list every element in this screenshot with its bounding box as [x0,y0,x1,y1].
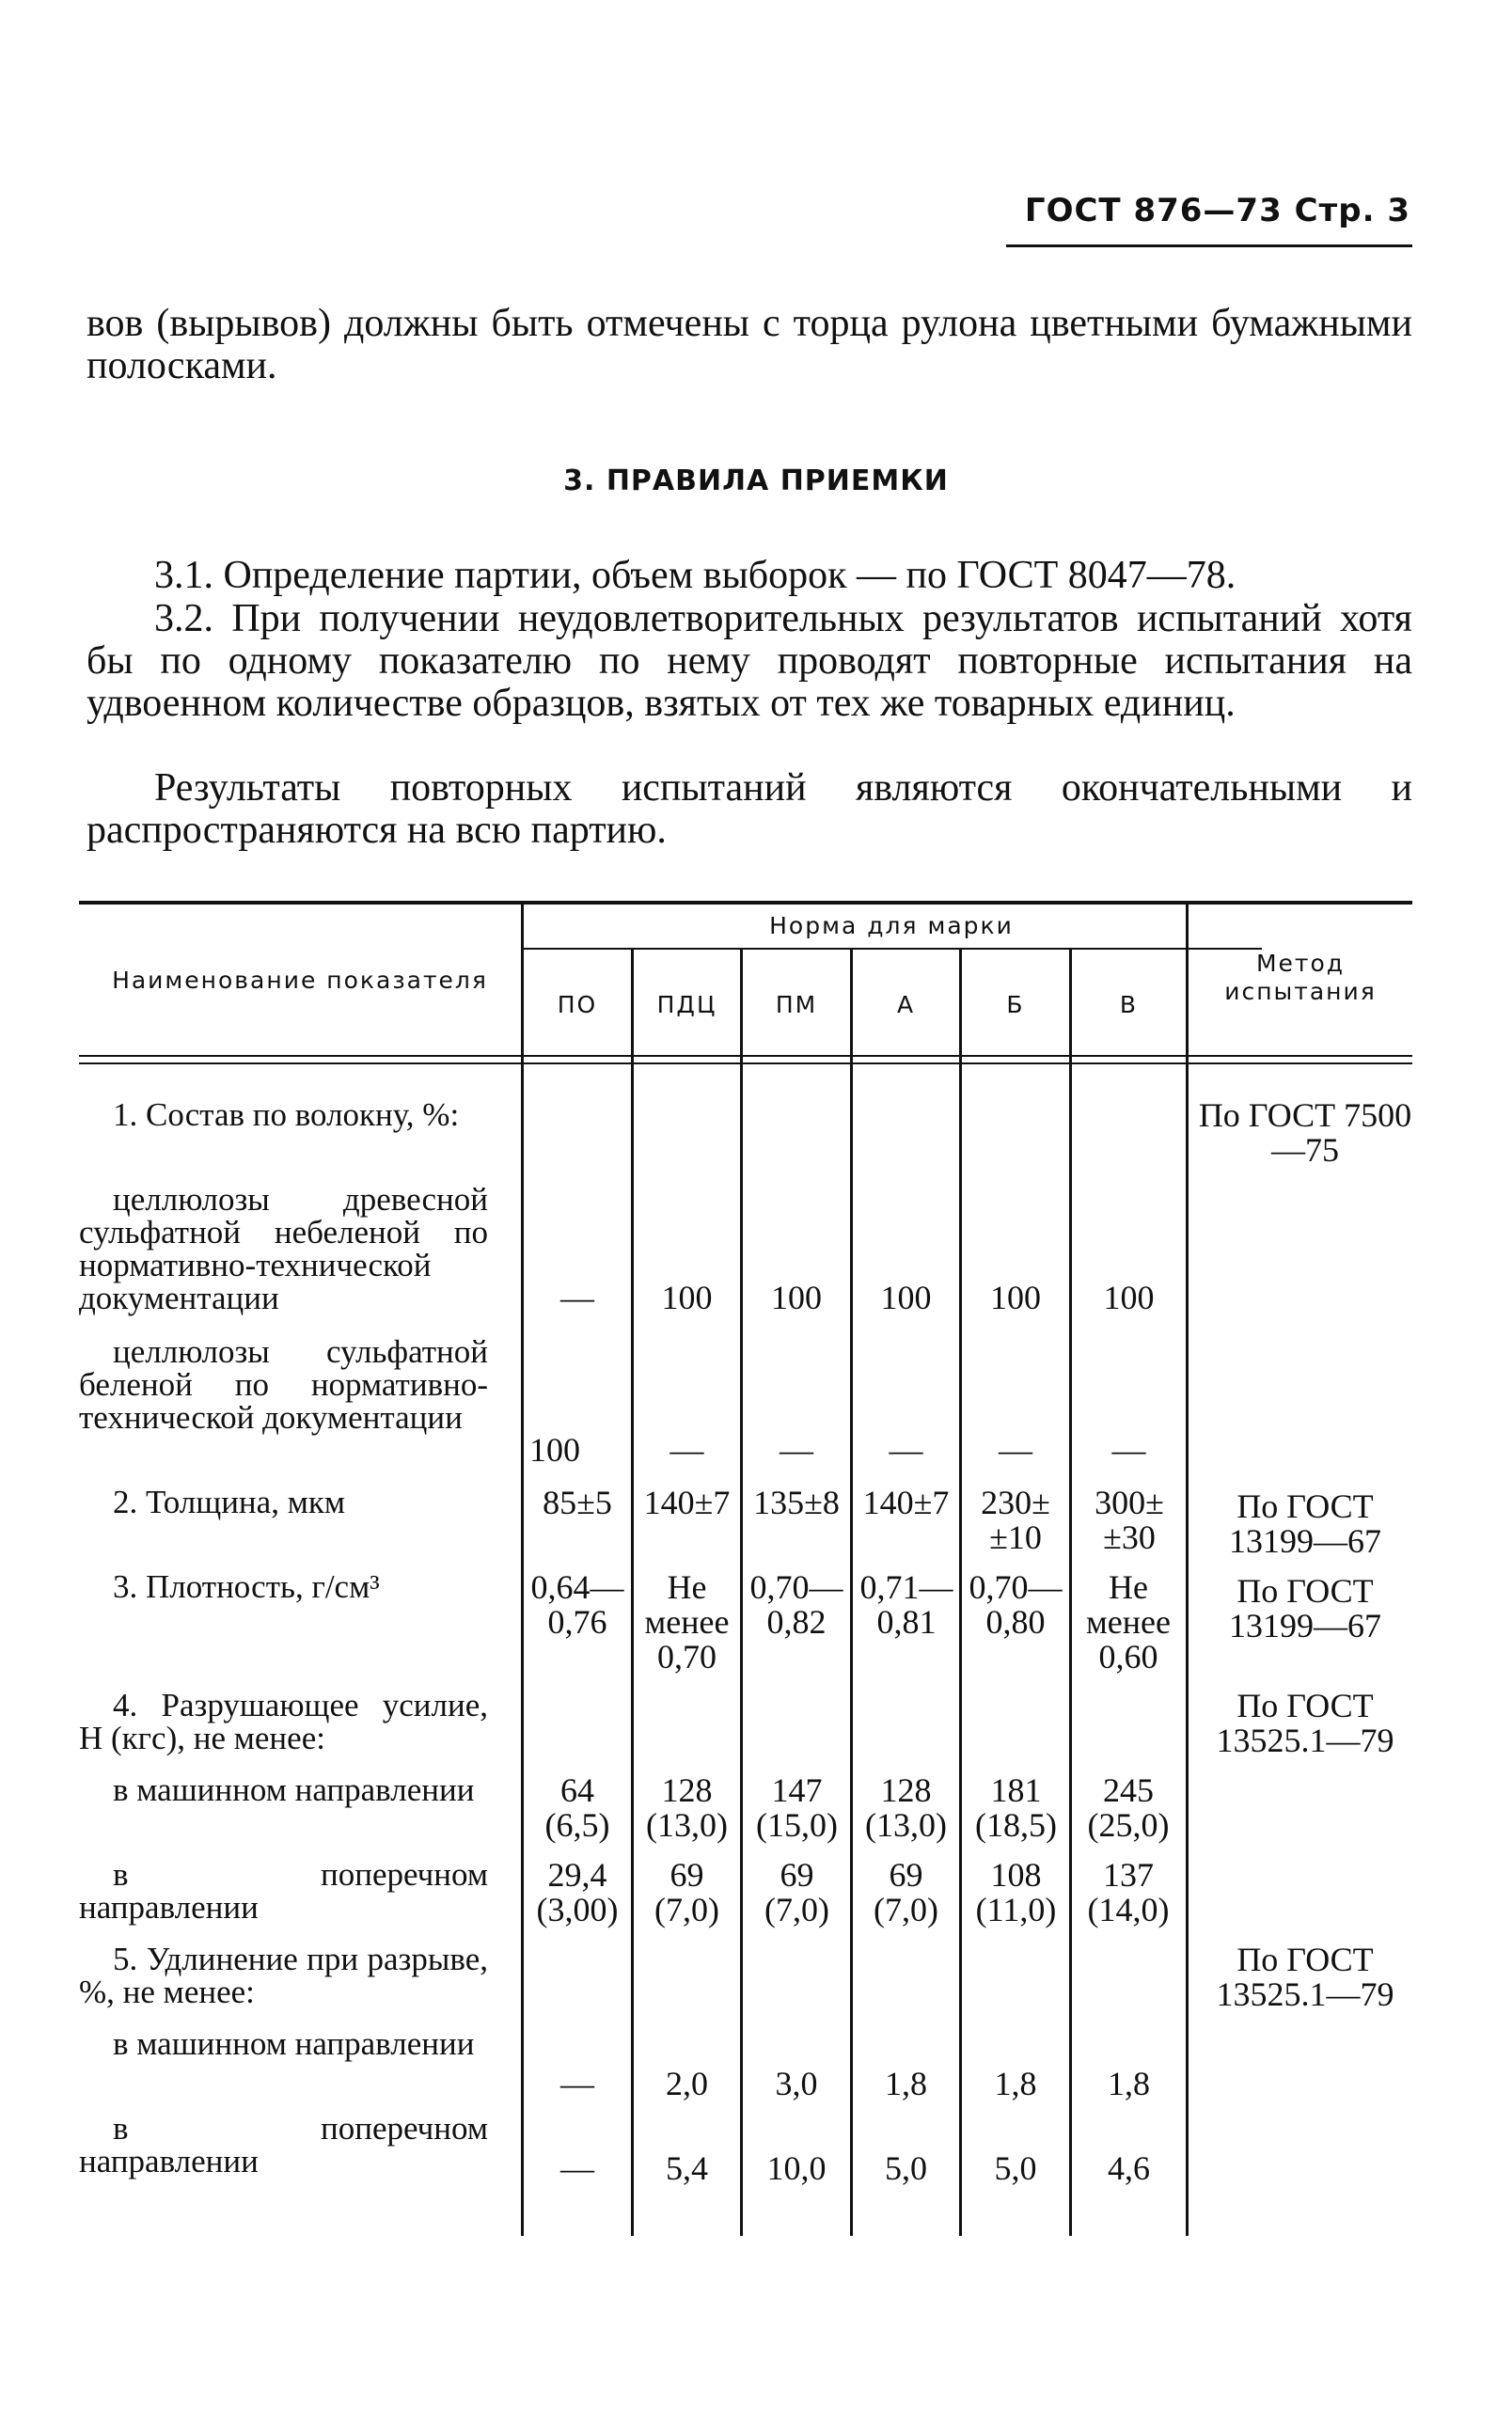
row-value: 69 (7,0) [874,1856,938,1928]
row-value: 64 (6,5) [544,1771,610,1844]
row-value: — [669,1431,704,1469]
intro-paragraph: вов (вырывов) должны быть отмечены с торца рулона цветными бумажными полосками. [87,302,1412,387]
row-value: 10,0 [766,2149,827,2187]
table-top-rule [79,901,1412,905]
header-bottom-rule-2 [79,1062,1412,1064]
row-value: 29,4 (3,00) [536,1856,619,1928]
row-value: 108 (11,0) [975,1856,1057,1928]
row-value: 135±8 [753,1484,840,1521]
row-method: По ГОСТ 13525.1—79 [1216,1941,1394,2013]
col-divider [740,948,743,2236]
row-value: 5,4 [666,2149,708,2187]
paragraph-3-3: Результаты повторных испытаний являются окончательными и распространяются на всю партию. [87,766,1412,852]
row-name: в поперечном направлении [79,1856,488,1926]
row-value: 128 (13,0) [646,1771,728,1844]
row-value: 140±7 [643,1484,731,1521]
row-value: 181 (18,5) [975,1771,1057,1844]
paragraph-3-1: 3.1. Определение партии, объем выборок — по ГОСТ 8047—78. [154,554,1236,597]
row-value: 0,71— 0,81 [859,1568,953,1641]
row-value: 1,8 [1108,2065,1150,2102]
grade-header: А [896,991,916,1018]
row-value: Не менее 0,70 [644,1568,730,1676]
row-value: 147 (15,0) [756,1771,838,1844]
row-value: 140±7 [862,1484,950,1521]
row-value: 100 [661,1279,713,1316]
row-value: 300± ±30 [1095,1484,1164,1556]
row-name: 4. Разрушающее усилие, Н (кгс), не менее: [79,1687,488,1756]
row-value: 5,0 [885,2149,927,2187]
row-value: 69 (7,0) [764,1856,829,1928]
row-name: 5. Удлинение при разрыве, %, не менее: [79,1941,488,2010]
section-title: 3. ПРАВИЛА ПРИЕМКИ [563,464,949,497]
grade-header: ПМ [775,991,818,1018]
grade-header: В [1119,991,1139,1018]
row-value: 69 (7,0) [654,1856,719,1928]
row-value: 137 (14,0) [1087,1856,1170,1928]
row-value: — [889,1431,923,1469]
col-header-norm: Норма для марки [769,912,1014,939]
row-name: целлюлозы сульфатной беленой по нормативно-технической документации [79,1333,488,1436]
row-value: 100 [990,1279,1041,1316]
properties-table [79,901,1412,2236]
row-value: — [1111,1431,1146,1469]
row-value: 0,70— 0,82 [749,1568,843,1641]
row-value: 245 (25,0) [1087,1771,1170,1844]
row-value: 85±5 [543,1484,612,1521]
col-divider [850,948,853,2236]
row-name: 2. Толщина, мкм [113,1484,345,1520]
row-value: 4,6 [1108,2149,1150,2187]
grade-header: ПО [557,991,598,1018]
col-divider [521,901,524,2236]
row-value: 1,8 [994,2065,1037,2102]
col-divider [1186,901,1189,2236]
header-rule [1006,244,1412,247]
grade-header: Б [1006,991,1025,1018]
row-value: 2,0 [666,2065,708,2102]
header-bottom-rule-1 [79,1055,1412,1057]
row-value: 5,0 [994,2149,1037,2187]
row-value: 100 [1103,1279,1155,1316]
row-value: 0,70— 0,80 [969,1568,1063,1641]
row-value: 128 (13,0) [865,1771,947,1844]
grade-header: ПДЦ [656,991,717,1018]
row-value: Не менее 0,60 [1086,1568,1171,1676]
row-method: По ГОСТ 13199—67 [1229,1572,1381,1644]
row-value: 100 [880,1279,932,1316]
row-name: 1. Состав по волокну, %: [113,1096,460,1133]
row-method: По ГОСТ 7500—75 [1198,1096,1412,1169]
row-value: 1,8 [885,2065,927,2102]
page-header: ГОСТ 876—73 Стр. 3 [1024,192,1410,229]
row-value: 0,64— 0,76 [530,1568,624,1641]
row-method: По ГОСТ 13199—67 [1229,1487,1381,1560]
row-name: в поперечном направлении [79,2110,488,2179]
row-value: 3,0 [775,2065,818,2102]
row-name: 3. Плотность, г/см³ [113,1568,380,1605]
row-name: в машинном направлении [113,1771,475,1808]
row-value: — [560,1279,594,1316]
col-header-method: Метод испытания [1224,950,1377,1005]
col-header-name: Наименование показателя [112,967,488,994]
col-divider [959,948,962,2236]
col-divider [1069,948,1072,2236]
row-value: 230± ±10 [981,1484,1050,1556]
row-method: По ГОСТ 13525.1—79 [1216,1687,1394,1759]
row-name: целлюлозы древесной сульфатной небеленой по нормативно-технической документации [79,1181,488,1316]
row-value: 100 [529,1431,580,1469]
row-value: 100 [771,1279,822,1316]
paragraph-3-2: 3.2. При получении неудовлетворительных результатов испытаний хотя бы по одному показателю по нему проводят повторные испытания на удвоенном количестве образцов, взятых от тех же товарных единиц. [87,597,1412,725]
row-value: — [560,2065,594,2102]
row-value: — [780,1431,813,1469]
row-name: в машинном направлении [113,2025,475,2062]
col-divider [631,948,634,2236]
row-value: — [560,2149,594,2187]
row-value: — [999,1431,1032,1469]
